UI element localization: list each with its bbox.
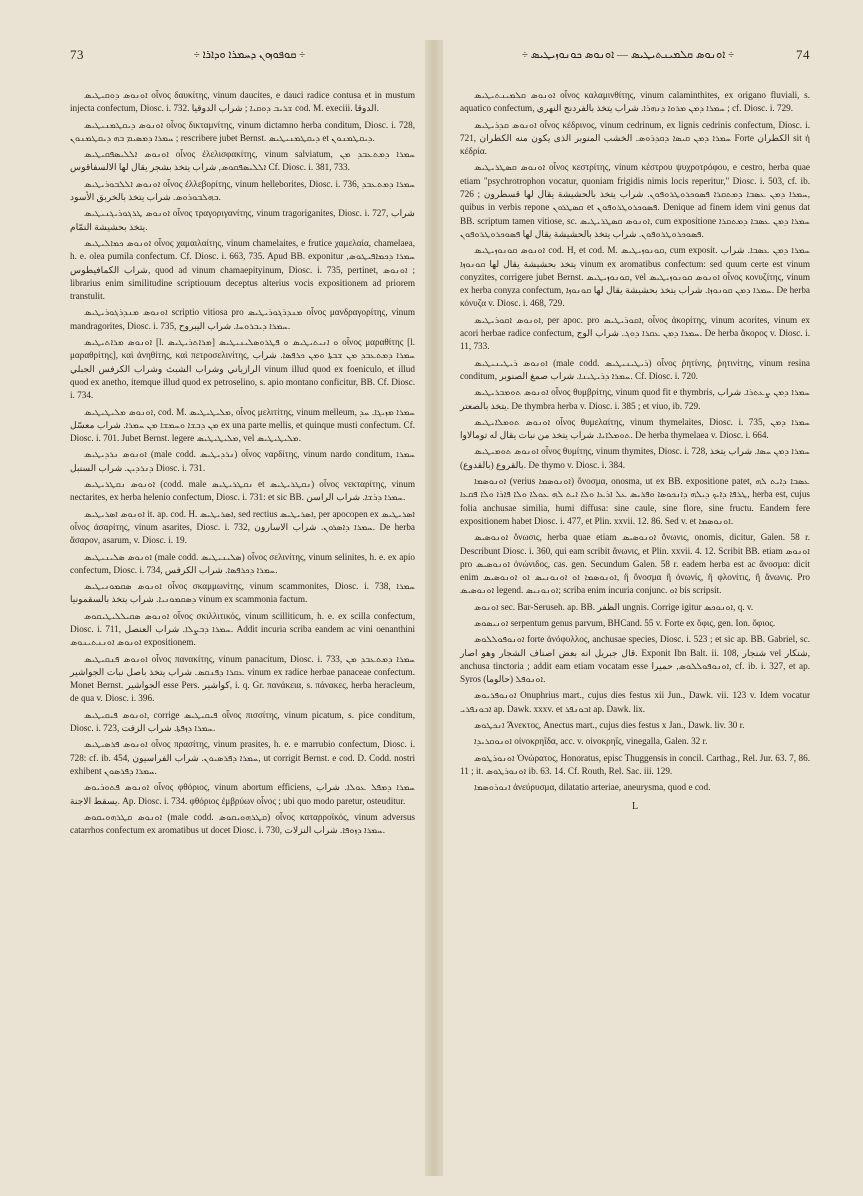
dictionary-entry: ܐܘܢܘܣ ܐܩܘܪܝܛܝܣ, per apoc. pro ܐܩܘܪܝܛܝܣ, οἶνος ἀκορίτης, vinum acorites, vinum ex acori herbae radice confectum, ܚܡܪܐ ܕܡܢ ܥܩܪܐ ܕܘܓ. شراب الوج. De herba ἄκορος v. Diosc. i. 11, 733. xyxy=(460,314,810,352)
left-page-header xyxy=(70,44,415,67)
left-page xyxy=(70,44,415,840)
dictionary-entry: ܐܢܟܛܘܣ Ἄνεκτος, Anectus mart., cujus dies festus x Jan., Dawk. liv. 30 r. xyxy=(474,720,745,731)
dictionary-entry: ܐܘܢܘܣ ܦܪܣܝܛܝܣ οἶνος πρασίτης, vinum prasites, h. e. e marrubio confectum, Diosc. i. 728: cf. ib. 454, ܚܡܪܐ ܕܦܪܣܝܘܢ. شراب الفراسيون, ut corrigit Bernst. e cod. D. Codd. nostri exhibent ܚܡܪܐ ܕܦܪܣܘܢ. xyxy=(70,739,416,776)
dictionary-entry: ܐܘܢܘܣ ܣܩܝܠܠܝܛܝܩܘܣ οἶνος σκιλλιτικός, vinum scilliticum, h. e. ex scilla confectum, Diosc. i. 711, ܚܡܪܐ ܕܒܨܠܐ. شراب العنصل. Addit incuria scriba eandem ac vini oenanthini ܐܘܢܘܣ ܐܘܢܢܬܝܢܘܣ expositionem. xyxy=(70,610,415,648)
dictionary-entry: ܐܘܢܘܣ ܕܝܩܛܡܢܝܛܝܣ οἶνος δικταμνίτης, vinum dictamno herba conditum, Diosc. i. 728, ܚܡܪܐ ܕܡܣܝܡ ܒܗ ܕܝܩܛܡܢܘܢ ; rescribere jubet Bernst. ܕܝܩܛܡܢܝܛܝܣ et ܕܝܩܛܡܢܘܢ. xyxy=(70,119,415,143)
dictionary-entry: ܐܘܢܘܣ ܦܝܩܝܛܝܣ, corrige ܦܝܩܝܛܝܣ οἶνος πισσίτης, vinum picatum, s. pice conditum, Diosc. i. 723, ܚܡܪܐ ܕܙܦܬܐ. شراب الزفت. xyxy=(70,709,416,734)
right-running-head: ÷ ܐܘܢܘܣ ܩܠܡܝܢܬܝܛܝܣ — ܐܘܢܘܣ ܟܘܢܘܙܝܛܝܣ ÷ xyxy=(521,48,735,61)
dictionary-entry: ܐܘܢܘܣ ܣܩܡܘܢܝܛܝܣ οἶνος σκαμμωνίτης, vinum scammonites, Diosc. i. 738, ܚܡܪܐ ܕܣܩܡܘܢܝܐ. شراب يتخذ بالسقمونيا vinum ex scammonia factum. xyxy=(70,581,415,605)
dictionary-entry: ܐܘܢܘܣ ܐܠܠܒܘܪܝܛܝܣ οἶνος ἐλλεβορίτης, vinum helleborites, Diosc. i. 736, ܚܡܪܐ ܕܡܬܥܒܕ ܒܗܠܒܘܪܘܣ. شراب يتخذ بالخربق الأسود. xyxy=(70,178,415,203)
left-page-entries xyxy=(70,89,415,837)
dictionary-entry: ܐܘܢܘܣ ܪܝܛܝܢܝܛܝܣ (male codd. ܪܝܛܝܢܝܛܝܣ) οἶνος ῥητίνης, ῥητινίτης, vinum resina conditum, ܚܡܪܐ ܕܪܝܛܝܢܐ. شراب صمغ الصنوبر. Cf. Diosc. i. 720. xyxy=(460,357,810,381)
dictionary-entry: ܐܘܢܘܣ ܦܢܩܝܛܝܣ οἶνος πανακίτης, vinum panacitum, Diosc. i. 733, ܚܡܪܐ ܕܡܬܥܒܕ ܡܢ ܥܩܪܐ ܕܦܢܩܣ. شراب يتخذ باصل نبات الجواشير vinum ex radice herbae panaceae confectum. Monet Bernst. الجواشير esse Pers. كواشير, i. q. Gr. πανάκεια, s. πάνακες, herba heracleum, de qua v. Diosc. i. 396. xyxy=(70,653,415,704)
dictionary-entry: ܐܘܢܘܣ ܦܬܘܪܝܘܣ οἶνος φθόριος, vinum abortum efficiens, ܚܡܪܐ ܕܡܦܠ ܥܘܠܐ. شراب يسقط الاجنة. Ap. Diosc. i. 734. φθόριος ἐμβρύων οἶνος ; ubi quo modo paretur, osteuditur. xyxy=(70,782,415,806)
dictionary-entry: ܐܘܢܘܣ ܩܛܪܗܘܝܩܘܣ (male codd. ܩܛܪܗܘܝܩܘܣ) οἶνος καταρροϊκός, vinum adversus catarrhos confectum ex aromatibus ut docet Diosc. i. 730, ܚܡܪܐ ܕܙܘܦܐ. شراب النزلات. xyxy=(70,811,415,836)
dictionary-entry: ܐܘܢܘܣ ܢܪܕܝܛܝܣ (male codd. ܢܪܕܝܛܝܣ) οἶνος ναρδίτης, vinum nardo conditum, ܚܡܪܐ ܕܢܪܕܝܢ. شراب السنبل Diosc. i. 731. xyxy=(70,449,415,473)
left-running-head: ÷ ܩܘܦܘܙܘܢ ܕܚܡܪܐ ܘܕܐܪܐ ÷ xyxy=(193,48,306,61)
dictionary-entry: ܐܘܢܘܣ ܐܠܠܝܣܦܩܝܛܝܣ οἶνος ἐλελισφακίτης, vinum salviatum, ܚܡܪܐ ܕܡܬܥܒܕ ܡܢ ܐܠܠܝܣܦܩܘܣ, شراب يتخذ بشجر يقال لها الالسفاقوس Cf. Diosc. i. 381, 733. xyxy=(70,149,416,173)
dictionary-entry: ܐܘܢܝܣܘܣ serpentum genus parvum, BHCand. 55 v. Forte ex ὄφις, gen. Ion. ὄφιος. xyxy=(474,617,776,628)
right-page-entries xyxy=(460,89,810,795)
dictionary-entry: ܐܘܢܘܣ ܬܘܡܝܛܝܣ οἶνος θυμίτης, vinum thymites, Diosc. i. 728, ܚܡܪܐ ܕܡܢ ܚܣܐ. شراب يتخذ بالقروع (بالقدوع). De thymo v. Diosc. i. 384. xyxy=(460,446,810,470)
left-page-number: 73 xyxy=(70,47,84,62)
dictionary-entry: ܐܘܢܘܪܛܘܣ Ὀνώρατος, Honoratus, episc Thuggensis in concil. Carthag., Rel. Jur. 63. 7, 86. 11 ; it. ܐܘܢܘܪܛܘܣ ib. 63. 14. Cf. Routh, Rel. Sac. iii. 129. xyxy=(460,752,810,776)
dictionary-entry: ܐܘܢܘܣ ܛܪܓܘܪܝܓܢܝܛܝܣ οἶνος τραγοριγανίτης, vinum tragoriganites, Diosc. i. 727, شراب يتخذ بحشيشة النمّام. xyxy=(70,208,415,232)
dictionary-entry: ܐܘܢܘܩܪܝܕܐ οἰνοκρηΐδα, acc. v. οἰνοκρηΐς, vinegalla, Galen. 32 r. xyxy=(474,736,708,747)
dictionary-entry: ܐܘܢܘܣ ܩܠܡܝܢܬܝܛܝܣ οἶνος καλαμινθίτης, vinum calaminthites, ex origano fluviali, s. aquatico confectum, ܚܡܪܐ ܕܡܢ ܡܪܘܐ ܕܢܗܪܐ. شراب يتخذ بالفردنج النهري ; cf. Diosc. i. 729. xyxy=(460,90,811,114)
dictionary-entry: ܐܘܢܘܣ ܟܡܐܠܝܛܝܣ οἶνος χαμαιλαίτης, vinum chamelaites, e frutice χαμελαία, chamelaea, h. e. olea pumila confectum. Cf. Diosc. i. 663, 735. Apud BB. exponitur ܚܡܪܐ ܕܟܡܐܦܝܛܘܣ, شراب الكمافيطوس, quod ad vinum chamaepityinum, Diosc. i. 735, pertinet, ܐܘܢܘܣ ; librarius enim similitudine scriptiouum deceptus alterius vocis expositionem ad priorem transtulit. xyxy=(70,237,415,302)
dictionary-entry: ܐܘܢܘܦܘܠܠܘܣ forte ἀνόφυλλος, anchusae species, Diosc. i. 523 ; et sic ap. BB. Gabriel, sc. قال جبريل انه بعض اصناف الشجار وهو اصار. Exponit Ibn Balt. ii. 108, شنجار vel شنكار, anchusa tinctoria ; addit eam etiam vocatam esse ܐܘܢܘܦܘܠܠܘܣ, حميرا, cf. ib. i. 327, et ap. Syros ܐܘܢܘܦܠ (حالوما). xyxy=(460,634,811,685)
right-page-header xyxy=(460,44,810,67)
dictionary-entry: ܐܘܢܘܣ ܡܪܐܬܝܛܝܣ [l. ܡܪܐܬܪܝܛܝܣ] ܘ ܐܢܝܬܝܛܝܣ ܘ ܦܛܪܘܣܠܝܢܝܛܝܣ οἶνος μαραθίτης [l. μαραθρίτης], καὶ ἀνηθίτης, καὶ πετροσελινίτης, ܚܡܪܐ ܕܡܬܥܒܕ ܡܢ ܫܒܬܐ ܘܡܢ ܟܪܦܣܐ. شراب الرازياني وشراب الشبث وشراب الكرفس الجبلي vinum illud quod ex foeniculo, et illud quod ex anetho, itemque illud quod ex petroselino, s. apio montano conficitur, BB. Cf. Diosc. i. 734. xyxy=(70,337,416,401)
dictionary-entry: ܐܘܢܘܣ ܢܩܛܪܝܛܝܣ (codd. male ܢܩܛܪܝܛܝܣ et ܢܩܛܪܝܛܝܣ) οἶνος νεκταρίτης, vinum nectarites, ex herba helenio confectum, Diosc. i. 731: et sic BB. ܚܡܪܐ ܕܪܫܐ. شراب الراسن. xyxy=(70,479,415,503)
dictionary-entry: ܐܘܢܘܣ ܡܠܝܛܝܛܝܣ, cod. M. ܡܠܝܛܝܛܝܣ, οἶνος μελιτίτης, vinum melleum, ܚܡܪܐ ܡܙܝܓܐ. ܚܕ ܡܢ ܕܒܫܐ ܘܚܡܫܐ ܡܢ ܚܡܪܐ. شراب معسّل ex una parte mellis, et quinque musti confectum. Cf. Diosc. i. 701. Jubet Bernst. legere ܡܠܝܛܝܛܝܣ, vel ܡܠܝܛܝܛܝܣ. xyxy=(70,406,415,444)
dictionary-entry: ܐܘܢܘܣ ܡܢܕܪܓܘܪܝܛܝܣ scriptio vitiosa pro ܡܢܕܪܓܘܪܝܛܝܣ οἶνος μανδραγορίτης, vinum mandragorites, Diosc. i. 735, ܚܡܪܐ ܕܝܒܪܘܚܐ. شراب اليبروح. xyxy=(70,307,415,331)
dictionary-entry: ܐܘܢܘܣ ܐܣܪܝܛܝܣ it. ap. cod. H. ܐܣܪܝܛܝܣ, sed rectius ܐܣܪܝܛܝܣ, per apocopen ex ܐܣܪܝܛܝܣ οἶνος ἀσαρίτης, vinum asarites, Diosc. i. 732, ܚܡܪܐ ܕܐܣܪܘܢ. شراب الاسارون. De herba ἄσαρον, asarum, v. Diosc. i. 19. xyxy=(70,508,415,546)
dictionary-entry: ܐܘܢܘܣ ܬܘܡܒܪܝܛܝܣ οἶνος θυμβρίτης, vinum quod fit e thymbris, ܚܡܪܐ ܕܡܢ ܨܥܬܪܐ. شراب يتخذ بالصعتر. De thymbra herba v. Diosc. i. 385 ; et viuo, ib. 729. xyxy=(460,387,810,411)
dictionary-entry: ܐܘܢܘܣ ܣܠܝܢܝܛܝܣ (male codd. ܣܠܝܢܝܛܝܣ) οἶνος σελινίτης, vinum selinites, h. e. ex apio confectum, Diosc. i. 734, ܚܡܪܐ ܕܟܪܦܣܐ. شراب الكرفس. xyxy=(70,551,416,575)
dictionary-entry: ܐܘܢܘܦܪܝܘܣ Onuphrius mart., cujus dies festus xii Jun., Dawk. vii. 123 v. Idem vocatur ܐܒܘܢܦܪܝ ap. Dawk. xxxv. et ܐܒܘܢܦܪ ap. Dawk. lix. xyxy=(460,690,810,714)
dictionary-entry: ܐܘܢܘܣ ܩܕܪܝܛܝܣ οἶνος κέδρινος, vinum cedrinum, ex lignis cedrinis confectum, Diosc. i. 721, ܚܡܪܐ ܕܡܢ ܩܝܣܐ ܕܩܕܪܘܣ. الخشب المنوبر الذى يكون منه الكطران Forte الكطران sit ἡ κέδρία. xyxy=(460,119,810,157)
right-page xyxy=(460,44,810,812)
dictionary-entry: ܐܘܢܘܣ ܕܘܩܝܛܝܣ οἶνος δαυκίτης, vinum daucites, e dauci radice contusa et in mustum injecta confectum, Diosc. i. 732. ܫܪܝܒ ܕܘܩܝܐ ; شراب الدوقيا cod. M. execiii. الدوقا. xyxy=(70,90,415,114)
book-gutter xyxy=(425,40,443,1176)
dictionary-entry: ܐܘܢܘܣܡܐ (verius ܐܘܢܘܣܡܐ) ὄνοσμα, onosma, ut ex BB. expositione patet, ܥܣܒܐ ܕܐܝܬ ܠܗ ܛܪܦܐ ܕܐܝܟ ܕܝܠܗ ܕܐܢܟܘܣܐ ܘܦܪܝܣ ܥܠ ܐܪܥܐ ܘܠܐ ܐܝܬ ܠܗ ܥܘܠܐ ܘܠܐ ܦܐܪܐ ܘܠܐ ܦܩܥܐ, herba est, cujus folia anchusae similia, humi diffusa: sine caule, sine flore, sine fructu. Eandem fere expositionem habet Diosc. i. 477, et Plin. xxvii. 12. 86. Sed v. et ܐܘܢܘܣܡܐ. xyxy=(460,476,810,526)
dictionary-entry: ܐܘܢܘܣ ܩܣܛܪܝܛܝܣ οἶνος κεστρίτης, vinum κέστρου ψυχροτρόφου, e cestro, herba quae etiam "psychrotrophon vocatur, quoniam frigidis nimis locis reperitur," Diosc. i. 503, cf. ib. 726 ; ܚܡܪܐ ܕܡܢ ܥܣܒܐ ܕܡܬܩܪܐ ܦܣܘܟܪܘܛܪܘܦܘܢ. شراب يتخذ بالحشيشة يقال لها قسطرون, quibus in verbis repone ܩܣܛܪܘܢ et ܦܣܘܟܪܘܛܪܘܦܘܢ. Denique ad finem idem vini genus dat BB. scriptum tamen vitiose, sc. ܐܘܢܘܣ ܩܣܛܪܝܛܝܣ, cum expositione ܚܡܪܐ ܕܡܢ ܥܣܒܐ ܕܡܬܩܪܐ ܦܣܘܟܪܘܛܪܘܦܘܢ. شراب يتخذ بالحشيشة يقال لها ܦܣܘܟܪܘܛܪܘܦܘܢ. xyxy=(460,162,810,239)
dictionary-entry: ܐܘܢܘܣ ܩܘܢܘܙܝܛܝܣ cod. H, et cod. M. ܩܘܢܘܙܝܛܝܣ, cum exposit. ܚܡܪܐ ܕܡܢ ܥܣܒܐ. شراب يتخذ بحشيشة يقال لها ܩܘܢܘܙܐ vinum ex aromatibus confectum: sed quum certe est vinum conyzites, corrigere jubet Bernst. ܩܘܢܘܙܝܛܝܣ, vel ܐܘܢܘܣ ܩܘܢܘܙܝܛܝܣ οἶνος κονυζίτης, vinum ex herba conyza confectum, ܚܡܪܐ ܕܡܢ ܩܘܢܘܙܐ. شراب يتخذ بحشيشة يقال لها ܩܘܢܘܙܐ. De herba κόνυζα v. Diosc. i. 468, 729. xyxy=(460,245,810,309)
dictionary-entry: ܐܘܢܘܣ sec. Bar-Seruseh. ap. BB. الظفر ungnis. Corrige igitur ܐܘܢܘܟܣ, q. v. xyxy=(474,601,754,612)
signature-mark: L xyxy=(631,800,639,812)
right-page-number: 74 xyxy=(796,47,810,62)
dictionary-entry: ܐܘܢܘܣ ܬܘܡܠܐܝܛܝܣ οἶνος θυμελαίτης, vinum thymelaites, Diosc. i. 735, ܚܡܪܐ ܕܡܢ ܬܘܡܠܐܝܐ. شراب يتخذ من نبات يقال له تومالاوا. De herba thymelaea v. Diosc. i. 664. xyxy=(460,416,810,441)
dictionary-entry: ܐܘܢܘܣܝܣ ὄνωσις, herba quae etiam ܐܘܢܘܣܝܣ ὄνωνις, onomis, dicitur, Galen. 58 r. Describunt Diosc. i. 360, qui eam scribit ἄνωνις, et Plin. xxvii. 4. 12. Scribit BB. etiam ܐܘܢܘܣ pro ܐܘܢܘܣܝܣ ὀνώνιδος, cas. gen. Secundum Galen. 58 r. eadem herba est ac ἄνοσμα: dicit enim ܐܘܢܘܣܡܐ ܐܘ ܐܘܢܘܢܝܣ ܐܘ ܐܘܢܘܣܝܣ, ἢ ὄνοσμα ἢ ὀνωνίς, ἢ φλονίτις, ἢ ἄνωνις. Pro ܐܘܢܘܣܝܣ legend. ܐܘܢܘܢܝܣ; scriba enim incuria conjunc. ܐܘ bis scripsit. xyxy=(460,532,811,596)
dictionary-entry: ܐܢܘܪܘܣܡܐ ἀνεύρυσμα, dilatatio arteriae, aneurysma, quod e cod. xyxy=(474,782,711,793)
